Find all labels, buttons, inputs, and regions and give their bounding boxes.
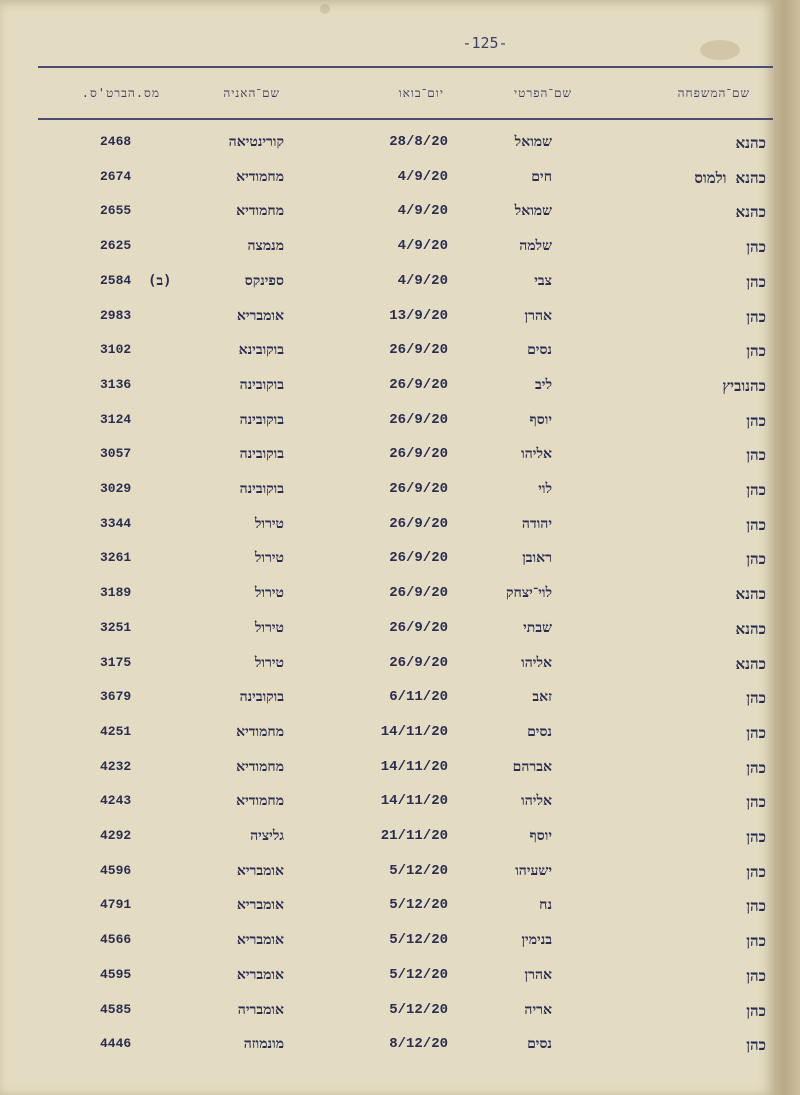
table-row [0, 897, 800, 921]
table-row [0, 828, 800, 852]
first-name-cell: יוסף [529, 828, 552, 844]
ship-name-cell: אומבריא [236, 897, 284, 913]
ship-name-cell: טירול [254, 620, 284, 636]
family-name-cell: כהנא [735, 134, 766, 152]
arrival-date-cell: 26/9/20 [389, 377, 448, 393]
family-name-cell: כהן [746, 342, 766, 360]
first-name-cell: שמואל [514, 134, 552, 150]
ship-name-cell: גליציה [250, 828, 284, 844]
note-cell: (ב) [148, 273, 172, 289]
first-name-cell: יוסף [529, 412, 552, 428]
page-number: -125- [462, 34, 508, 52]
arrival-date-cell: 5/12/20 [389, 967, 448, 983]
family-name-cell: כהן [746, 412, 766, 430]
table-row [0, 412, 800, 436]
arrival-date-cell: 26/9/20 [389, 481, 448, 497]
arrival-date-cell: 26/9/20 [389, 516, 448, 532]
table-row [0, 967, 800, 991]
first-name-cell: חים [531, 169, 552, 185]
header-first-name: שם־הפרטי [513, 86, 572, 100]
certificate-number-cell: 2584 [100, 273, 132, 288]
ship-name-cell: מחמודיא [236, 169, 284, 185]
family-name-cell: כהן [746, 446, 766, 464]
certificate-number-cell: 3344 [100, 516, 132, 531]
table-row [0, 689, 800, 713]
family-name-cell: כהן [746, 689, 766, 707]
ship-name-cell: קורינטיאה [228, 134, 284, 150]
ship-name-cell: בוקובינא [238, 342, 284, 358]
certificate-number-cell: 2983 [100, 308, 132, 323]
arrival-date-cell: 8/12/20 [389, 1036, 448, 1052]
table-row [0, 863, 800, 887]
arrival-date-cell: 5/12/20 [389, 863, 448, 879]
first-name-cell: אליהו [521, 793, 552, 809]
certificate-number-cell: 4791 [100, 897, 132, 912]
first-name-cell: לוי [538, 481, 552, 497]
header-certificate-number: מס.הברט'ס. [81, 86, 160, 100]
certificate-number-cell: 4566 [100, 932, 132, 947]
header-family-name: שם־המשפחה [677, 86, 750, 100]
certificate-number-cell: 4596 [100, 863, 132, 878]
arrival-date-cell: 26/9/20 [389, 585, 448, 601]
certificate-number-cell: 3251 [100, 620, 132, 635]
family-name-cell: כהן [746, 897, 766, 915]
first-name-cell: אריה [524, 1002, 552, 1018]
ship-name-cell: מחמודיא [236, 724, 284, 740]
arrival-date-cell: 14/11/20 [380, 724, 448, 740]
family-name-cell: כהן [746, 238, 766, 256]
arrival-date-cell: 26/9/20 [389, 412, 448, 428]
ship-name-cell: מחמודיא [236, 759, 284, 775]
family-name-cell: כהן [746, 828, 766, 846]
certificate-number-cell: 4243 [100, 793, 132, 808]
certificate-number-cell: 4232 [100, 759, 132, 774]
certificate-number-cell: 4595 [100, 967, 132, 982]
family-name-cell: כהנא [735, 620, 766, 638]
family-name-cell: כהן [746, 1036, 766, 1054]
family-name-cell: כהן [746, 759, 766, 777]
first-name-cell: צבי [534, 273, 552, 289]
certificate-number-cell: 4251 [100, 724, 132, 739]
ship-name-cell: בוקובינה [239, 377, 284, 393]
family-name-cell: כהנא [735, 655, 766, 673]
table-row [0, 724, 800, 748]
arrival-date-cell: 13/9/20 [389, 308, 448, 324]
ship-name-cell: אומבריא [236, 932, 284, 948]
table-row [0, 759, 800, 783]
arrival-date-cell: 14/11/20 [380, 759, 448, 775]
table-row [0, 169, 800, 193]
table-row [0, 1002, 800, 1026]
certificate-number-cell: 3679 [100, 689, 132, 704]
table-row [0, 134, 800, 158]
ship-name-cell: בוקובינה [239, 481, 284, 497]
family-name-cell: כהן [746, 793, 766, 811]
ship-name-cell: מנמצה [247, 238, 284, 254]
table-row [0, 1036, 800, 1060]
first-name-cell: בנימין [521, 932, 552, 948]
first-name-cell: נח [539, 897, 552, 913]
family-name-cell: כהנא [735, 585, 766, 603]
table-row [0, 793, 800, 817]
certificate-number-cell: 4292 [100, 828, 132, 843]
ship-name-cell: טירול [254, 585, 284, 601]
table-row [0, 932, 800, 956]
arrival-date-cell: 4/9/20 [397, 203, 448, 219]
arrival-date-cell: 26/9/20 [389, 550, 448, 566]
ship-name-cell: מחמודיא [236, 203, 284, 219]
ship-name-cell: מונמוזה [243, 1036, 284, 1052]
first-name-cell: ראובן [522, 550, 552, 566]
family-name-cell: כהן [746, 932, 766, 950]
table-row [0, 203, 800, 227]
family-name-cell: כהן [746, 1002, 766, 1020]
certificate-number-cell: 3261 [100, 550, 132, 565]
certificate-number-cell: 3124 [100, 412, 132, 427]
first-name-cell: נסים [527, 1036, 552, 1052]
family-name-cell: כהן [746, 481, 766, 499]
arrival-date-cell: 26/9/20 [389, 655, 448, 671]
ship-name-cell: בוקובינה [239, 689, 284, 705]
first-name-cell: נסים [527, 724, 552, 740]
first-name-cell: יהודה [521, 516, 552, 532]
ship-name-cell: מחמודיא [236, 793, 284, 809]
family-name-cell: כהן [746, 273, 766, 291]
certificate-number-cell: 3175 [100, 655, 132, 670]
header-arrival-date: יום־בואו [398, 86, 444, 100]
certificate-number-cell: 4585 [100, 1002, 132, 1017]
certificate-number-cell: 3029 [100, 481, 132, 496]
table-row [0, 585, 800, 609]
family-name-cell: כהן [746, 516, 766, 534]
arrival-date-cell: 21/11/20 [380, 828, 448, 844]
family-name-cell: כהן [746, 863, 766, 881]
ship-name-cell: בוקובינה [239, 412, 284, 428]
table-row [0, 377, 800, 401]
first-name-cell: אליהו [521, 446, 552, 462]
first-name-cell: זאב [532, 689, 552, 705]
table-row [0, 273, 800, 297]
ship-name-cell: ספינקס [244, 273, 284, 289]
arrival-date-cell: 26/9/20 [389, 342, 448, 358]
ship-name-cell: אומבריא [236, 967, 284, 983]
certificate-number-cell: 3189 [100, 585, 132, 600]
table-row [0, 620, 800, 644]
first-name-cell: שבתי [523, 620, 552, 636]
table-row [0, 238, 800, 262]
arrival-date-cell: 26/9/20 [389, 620, 448, 636]
ship-name-cell: טירול [254, 516, 284, 532]
first-name-cell: שלמה [519, 238, 552, 254]
table-row [0, 550, 800, 574]
first-name-cell: אהרן [524, 308, 552, 324]
first-name-cell: אברהם [512, 759, 552, 775]
arrival-date-cell: 6/11/20 [389, 689, 448, 705]
first-name-cell: שמואל [514, 203, 552, 219]
arrival-date-cell: 4/9/20 [397, 169, 448, 185]
family-name-cell: כהן [746, 550, 766, 568]
ship-name-cell: אומבריא [236, 308, 284, 324]
table-row [0, 516, 800, 540]
certificate-number-cell: 3102 [100, 342, 132, 357]
table-row [0, 342, 800, 366]
arrival-date-cell: 4/9/20 [397, 273, 448, 289]
family-name-cell: כהנא ולמוס [694, 169, 766, 187]
arrival-date-cell: 5/12/20 [389, 897, 448, 913]
certificate-number-cell: 2674 [100, 169, 132, 184]
table-row [0, 308, 800, 332]
ship-name-cell: אומבריה [237, 1002, 284, 1018]
first-name-cell: אהרן [524, 967, 552, 983]
certificate-number-cell: 2655 [100, 203, 132, 218]
ship-name-cell: אומבריא [236, 863, 284, 879]
ship-name-cell: בוקובינה [239, 446, 284, 462]
first-name-cell: לוי־יצחק [506, 585, 552, 601]
first-name-cell: אליהו [521, 655, 552, 671]
arrival-date-cell: 26/9/20 [389, 446, 448, 462]
family-name-cell: כהן [746, 308, 766, 326]
arrival-date-cell: 4/9/20 [397, 238, 448, 254]
table-row [0, 446, 800, 470]
first-name-cell: ליב [535, 377, 552, 393]
certificate-number-cell: 3136 [100, 377, 132, 392]
first-name-cell: נסים [527, 342, 552, 358]
certificate-number-cell: 3057 [100, 446, 132, 461]
table-row [0, 481, 800, 505]
header-ship-name: שם־האניה [223, 86, 280, 100]
certificate-number-cell: 2468 [100, 134, 132, 149]
arrival-date-cell: 14/11/20 [380, 793, 448, 809]
arrival-date-cell: 5/12/20 [389, 932, 448, 948]
ship-name-cell: טירול [254, 655, 284, 671]
family-name-cell: כהנוביץ [722, 377, 766, 395]
arrival-date-cell: 28/8/20 [389, 134, 448, 150]
arrival-date-cell: 5/12/20 [389, 1002, 448, 1018]
family-name-cell: כהן [746, 724, 766, 742]
first-name-cell: ישעיהו [515, 863, 552, 879]
certificate-number-cell: 2625 [100, 238, 132, 253]
family-name-cell: כהנא [735, 203, 766, 221]
table-row [0, 655, 800, 679]
ship-name-cell: טירול [254, 550, 284, 566]
certificate-number-cell: 4446 [100, 1036, 132, 1051]
family-name-cell: כהן [746, 967, 766, 985]
